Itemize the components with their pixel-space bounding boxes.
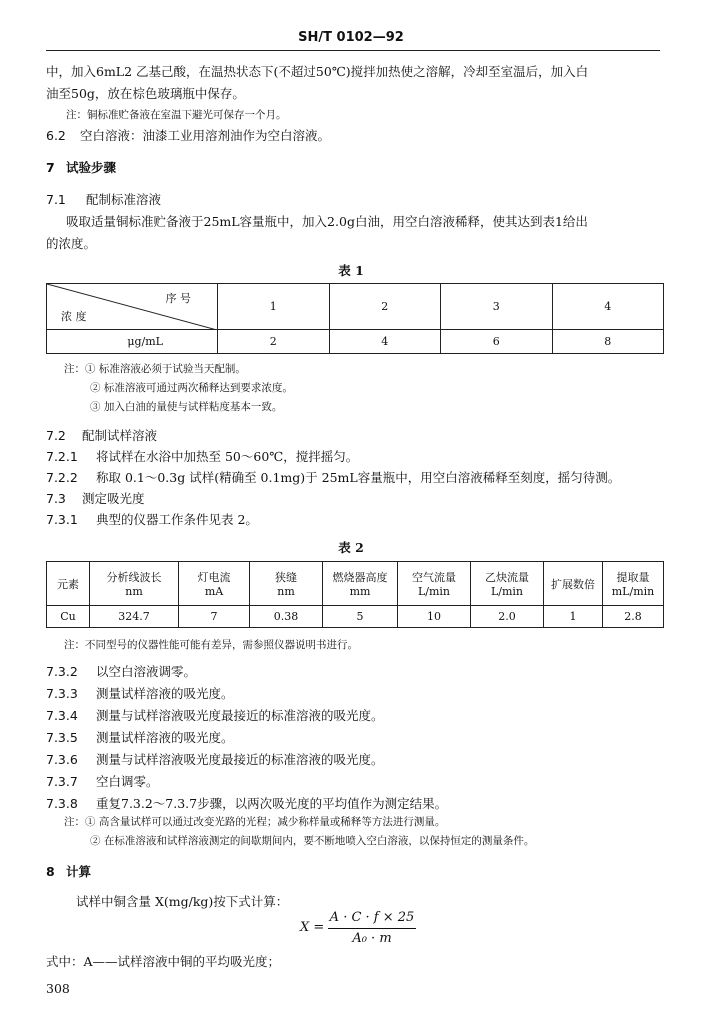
step-number: 7.3.3 [46, 686, 78, 701]
table-2-cell: 2.0 [471, 606, 544, 628]
section-7-3-heading [46, 491, 145, 506]
section-7-2-heading [46, 428, 157, 443]
step-text: 重复7.3.2～7.3.7步骤，以两次吸光度的平均值作为测定结果。 [96, 796, 448, 811]
step [46, 686, 234, 701]
step-text: 测量与试样溶液吸光度最接近的标准溶液的吸光度。 [96, 708, 384, 723]
section-7-3-1 [46, 512, 258, 527]
table-2-header [179, 562, 250, 606]
header-label: 提取量 [616, 571, 650, 584]
paragraph-line: 的浓度。 [46, 236, 97, 251]
section-number: 7.1 [46, 192, 66, 207]
header-label: 分析线波长 [106, 571, 162, 584]
section-title: 试验步骤 [66, 160, 117, 175]
section-text: 空白溶液：油漆工业用溶剂油作为空白溶液。 [80, 128, 331, 143]
step-text: 空白调零。 [96, 774, 159, 789]
section-number: 7 [46, 160, 55, 175]
section-number: 7.2.2 [46, 470, 78, 485]
step-text: 以空白溶液调零。 [96, 664, 197, 679]
step [46, 730, 234, 745]
section-number: 7.3 [46, 491, 66, 506]
section-7-heading [46, 160, 116, 175]
note: ② 在标准溶液和试样溶液测定的间歇期间内，要不断地喷入空白溶液，以保持恒定的测量条件。 [90, 835, 535, 847]
header-label: 燃烧器高度 [332, 571, 388, 584]
paragraph-line: 油至50g，放在棕色玻璃瓶中保存。 [46, 86, 245, 101]
table-1-cell: 6 [441, 330, 553, 354]
table-2-header [603, 562, 664, 606]
table-2-cell: 5 [323, 606, 398, 628]
page-number: 308 [46, 981, 70, 996]
table-2-cell: 2.8 [603, 606, 664, 628]
table-1-corner-cell [47, 284, 218, 330]
paragraph-line: 中，加入6mL2 乙基己酸，在温热状态下(不超过50℃)搅拌加热使之溶解，冷却至室温后，加入白 [46, 64, 589, 79]
paragraph-line: 吸取适量铜标准贮备液于25mL容量瓶中，加入2.0g白油，用空白溶液稀释，使其达到表1给出 [66, 214, 588, 229]
note: 注：不同型号的仪器性能可能有差异，需参照仪器说明书进行。 [64, 639, 358, 651]
table-2 [46, 561, 664, 628]
table-2-header [544, 562, 603, 606]
formula-denominator: A₀ · m [352, 931, 392, 946]
table-2-header [471, 562, 544, 606]
note: ② 标准溶液可通过两次稀释达到要求浓度。 [90, 382, 293, 394]
table-1-cell: 8 [552, 330, 664, 354]
header-unit: L/min [490, 585, 524, 598]
table-2-header [398, 562, 471, 606]
note: 注：① 标准溶液必须于试验当天配制。 [64, 363, 246, 375]
note: 注：铜标准贮备液在室温下避光可保存一个月。 [66, 109, 287, 121]
standard-code-header: SH/T 0102—92 [298, 30, 404, 45]
step [46, 664, 196, 679]
fraction-bar [328, 928, 416, 929]
table-1-cell: 4 [329, 330, 441, 354]
section-title: 计算 [66, 864, 92, 879]
section-number: 7.3.1 [46, 512, 78, 527]
step-text: 测量试样溶液的吸光度。 [96, 686, 234, 701]
header-label: 空气流量 [412, 571, 456, 584]
section-text: 称取 0.1～0.3g 试样(精确至 0.1mg)于 25mL容量瓶中，用空白溶液稀释至刻度，摇匀待测。 [96, 470, 621, 485]
table-2-cell: 0.38 [250, 606, 323, 628]
note: ③ 加入白油的量使与试样粘度基本一致。 [90, 401, 283, 413]
section-7-2-1 [46, 449, 358, 464]
section-6-2 [46, 128, 330, 143]
section-number: 7.2.1 [46, 449, 78, 464]
table-1-row-label: μg/mL [47, 330, 218, 354]
table-1-head-top: 序 号 [165, 292, 191, 305]
section-7-1-heading [46, 192, 161, 207]
paragraph-line: 试样中铜含量 X(mg/kg)按下式计算： [76, 894, 289, 909]
section-title: 配制试样溶液 [82, 428, 158, 443]
section-number: 8 [46, 864, 55, 879]
table-2-cell: Cu [47, 606, 90, 628]
section-number: 7.2 [46, 428, 66, 443]
step-number: 7.3.6 [46, 752, 78, 767]
header-unit: nm [277, 585, 295, 598]
table-2-header [47, 562, 90, 606]
header-unit: mm [349, 585, 371, 598]
section-title: 配制标准溶液 [86, 192, 162, 207]
section-7-2-2 [46, 470, 620, 485]
table-2-cell: 7 [179, 606, 250, 628]
table-1 [46, 283, 664, 354]
step [46, 774, 159, 789]
section-text: 将试样在水浴中加热至 50～60℃，搅拌摇匀。 [96, 449, 359, 464]
section-text: 典型的仪器工作条件见表 2。 [96, 512, 258, 527]
table-1-col-header: 1 [218, 284, 330, 330]
header-label: 扩展数倍 [551, 577, 595, 591]
section-8-heading [46, 864, 91, 879]
table-2-header [90, 562, 179, 606]
step-number: 7.3.2 [46, 664, 78, 679]
table-1-col-header: 4 [552, 284, 664, 330]
header-unit: nm [125, 585, 143, 598]
table-2-cell: 324.7 [90, 606, 179, 628]
table-1-col-header: 2 [329, 284, 441, 330]
table-2-cell: 10 [398, 606, 471, 628]
header-unit: mA [204, 585, 224, 598]
header-label: 狭缝 [275, 571, 297, 584]
table-2-caption: 表 2 [338, 540, 364, 555]
paragraph-line: 式中：A——试样溶液中铜的平均吸光度； [46, 954, 281, 969]
header-unit: mL/min [611, 585, 655, 598]
step-number: 7.3.8 [46, 796, 78, 811]
step-number: 7.3.7 [46, 774, 78, 789]
formula-lhs: X = [300, 920, 325, 935]
step-number: 7.3.4 [46, 708, 78, 723]
step-number: 7.3.5 [46, 730, 78, 745]
table-1-cell: 2 [218, 330, 330, 354]
section-title: 测定吸光度 [82, 491, 145, 506]
table-1-col-header: 3 [441, 284, 553, 330]
header-rule [46, 50, 660, 51]
step-text: 测量与试样溶液吸光度最接近的标准溶液的吸光度。 [96, 752, 384, 767]
note: 注：① 高含量试样可以通过改变光路的光程；减少称样量或稀释等方法进行测量。 [64, 816, 446, 828]
table-1-head-bottom: 浓 度 [61, 310, 87, 323]
step-text: 测量试样溶液的吸光度。 [96, 730, 234, 745]
header-label: 灯电流 [197, 571, 231, 584]
header-label: 乙炔流量 [485, 571, 529, 584]
table-1-caption: 表 1 [338, 263, 364, 278]
table-2-cell: 1 [544, 606, 603, 628]
formula-numerator: A · C · f × 25 [329, 910, 415, 925]
step [46, 796, 447, 811]
table-2-header [323, 562, 398, 606]
table-2-header [250, 562, 323, 606]
step [46, 752, 384, 767]
header-unit: L/min [417, 585, 451, 598]
step [46, 708, 384, 723]
header-label: 元素 [57, 577, 79, 591]
section-number: 6.2 [46, 128, 66, 143]
